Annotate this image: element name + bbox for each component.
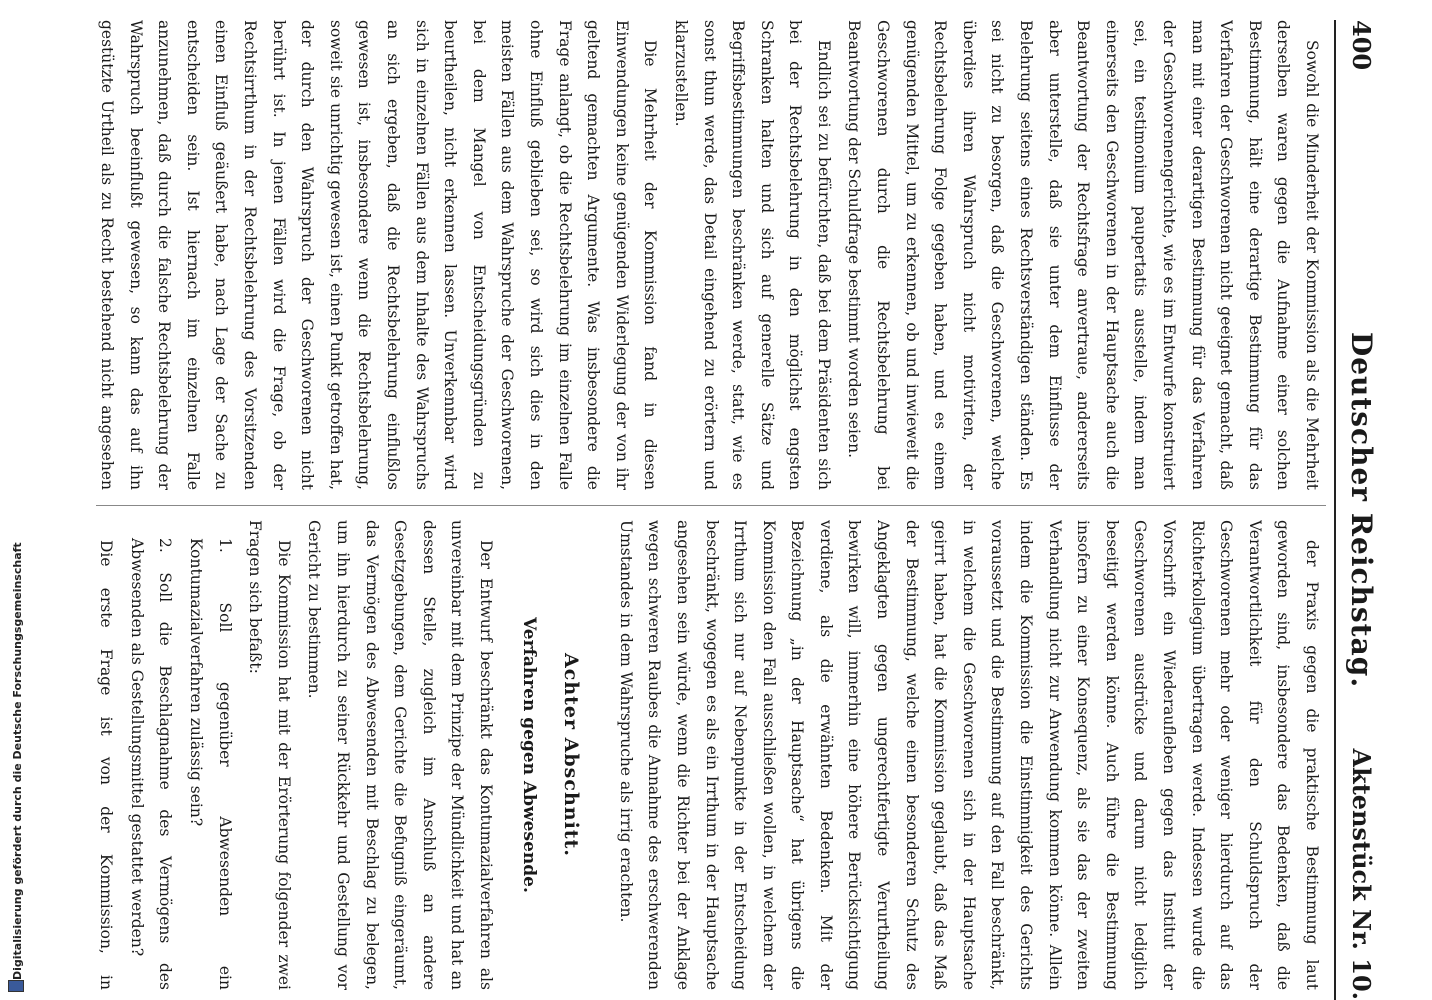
paragraph: Der Entwurf beschränkt das Kontumazialverfahren als unvereinbar mit dem Prinzipe der Mündlichkeit und hat an dessen Stelle, zugleich im Anschluß an andere Gesetzgebungen, dem Gerichte die Befugniß eingeräumt, das Vermögen des Abwesenden mit Beschlag zu belegen, um ihn hierdurch zu seiner Rückkehr und Gestellung vor Gericht zu bestimmen. <box>305 520 495 990</box>
paragraph: Sowohl die Minderheit der Kommission als die Mehrheit derselben waren gegen die Aufnahme einer solchen Bestimmung, hält eine derartige Bestimmung für das Verfahren der Geschworenen nicht geeignet gemacht, daß man mit einer derartigen Bestimmung für das Verfahren der Geschworenengerichte, wie es im Entwurfe konstruiert sei, ein testimonium paupertatis ausstelle, indem man einerseits den Geschworenen in der Hauptsache auch die Beantwortung der Rechtsfrage anvertraue, andererseits aber unterstelle, daß sie unter dem Einflusse der Belehrung seitens eines Rechtsverständigen ständen. Es sei nicht zu besorgen, daß die Geschworenen, welche überdies ihren Wahrspruch nicht motivirten, der Rechtsbelehrung Folge gegeben haben, und es einem genügenden Mittel, um zu erkennen, ob und inwieweit die Geschworenen durch die Rechtsbelehrung bei Beantwortung der Schuldfrage bestimmt worden seien. <box>845 20 1321 490</box>
paragraph: Endlich sei zu befürchten, daß bei dem Präsidenten sich bei der Rechtsbelehrung in den möglichst engsten Schranken halten und sich auf generelle Sätze und Begriffsbestimmungen beschränken werde, statt, wie es sonst thun werde, das Detail eingehend zu erörtern und klarzustellen. <box>671 20 833 490</box>
column-divider <box>96 505 1326 506</box>
dfg-logo <box>8 980 24 992</box>
digitization-strip <box>8 0 24 992</box>
issue-label: Aktenstück Nr. 10. <box>1347 748 1376 1000</box>
list-item: 1. Soll gegenüber Abwesenden ein Kontumazialverfahren zulässig sein? <box>187 538 234 990</box>
paragraph: Die erste Frage ist von der Kommission, in <box>97 540 116 990</box>
left-column <box>96 20 1326 490</box>
list-item: 2. Soll die Beschlagnahme des Vermögens des Abwesenden als Gestellungsmittel gestattet werden? <box>127 538 175 990</box>
newspaper-page <box>80 20 1380 1000</box>
section-heading: Achter Abschnitt. <box>560 653 583 857</box>
paragraph: der Praxis gegen die praktische Bestimmung laut geworden sind, insbesondere das Bedenken, daß die Verantwortlichkeit für den Schuldspruch der Geschworenen mehr oder weniger hierdurch auf das Richterkollegium übertragen werde. Indessen wurde die Vorschrift ein Wiederaufleben gegen das Institut der Geschworenen ausdrücke und darum nicht lediglich beseitigt werden könne. Auch führe die Bestimmung insofern zu einer Konsequenz, als sie das der zweiten Verhandlung nicht zur Anwendung kommen könne. Allein indem die Kommission die Einstimmigkeit des Gerichts voraussetzt und die Bestimmung auf den Fall beschränkt, in welchem die Geschworenen sich in der Hauptsache geirrt haben, hat die Kommission geglaubt, daß das Maß der Bestimmung, welche einen besonderen Schutz des Angeklagten gegen ungerechtfertigte Verurtheilung bewirken will, immerhin eine höhere Berücksichtigung verdiene, als die erwähnten Bedenken. Mit der Bezeichnung „in der Hauptsache“ hat übrigens die Kommission den Fall ausschließen wollen, in welchem der Irrthum sich nur auf Nebenpunkte in der Entscheidung beschränkt, wogegen es als ein Irrthum in der Hauptsache angesehen sein würde, wenn die Richter bei der Anklage wegen schweren Raubes die Annahme des erschwerenden Umstandes in dem Wahrspruche als irrig erachten. <box>616 520 1321 990</box>
section-subheading: Verfahren gegen Abwesende. <box>518 617 539 893</box>
paragraph: Die Kommission hat mit der Erörterung folgender zwei Fragen sich befaßt: <box>246 520 293 990</box>
right-column <box>96 520 1326 990</box>
publication-title: Deutscher Reichstag. <box>1345 331 1378 689</box>
page-header <box>1334 20 1380 1000</box>
paragraph: Die Mehrheit der Kommission fand in diesen Einwendungen keine genügenden Widerlegung der von ihr geltend gemachten Argumente. Was insbesondere die Frage anlangt, ob die Rechtsbelehrung im einzelnen Falle ohne Einfluß geblieben sei, so wird sich dies in den meisten Fällen aus dem Wahrspruche der Geschworenen, bei dem Mangel von Entscheidungsgründen zu beurtheilen, nicht erkennen lassen. Unverkennbar wird sich in einzelnen Fällen aus dem Inhalte des Wahrspruchs an sich ergeben, daß die Rechtsbelehrung einflußlos gewesen ist, insbesondere wenn die Rechtsbelehrung, soweit sie unrichtig gewesen ist, einen Punkt getroffen hat, der durch den Wahrspruch der Geschworenen nicht berührt ist. In jenen Fällen wird die Frage, ob der Rechtsirrthum in der Rechtsbelehrung des Vorsitzenden einen Einfluß geäußert habe, nach Lage der Sache zu entscheiden sein. Ist hiernach im einzelnen Falle anzunehmen, daß durch die falsche Rechtsbelehrung der Wahrspruch beeinflußt gewesen, so kann das auf ihn gestützte Urtheil als zu Recht bestehend nicht angesehen <box>98 20 660 490</box>
digitization-note: Digitalisierung gefördert durch die Deutsche Forschungsgemeinschaft <box>11 542 24 980</box>
page-number: 400 <box>1347 20 1376 71</box>
